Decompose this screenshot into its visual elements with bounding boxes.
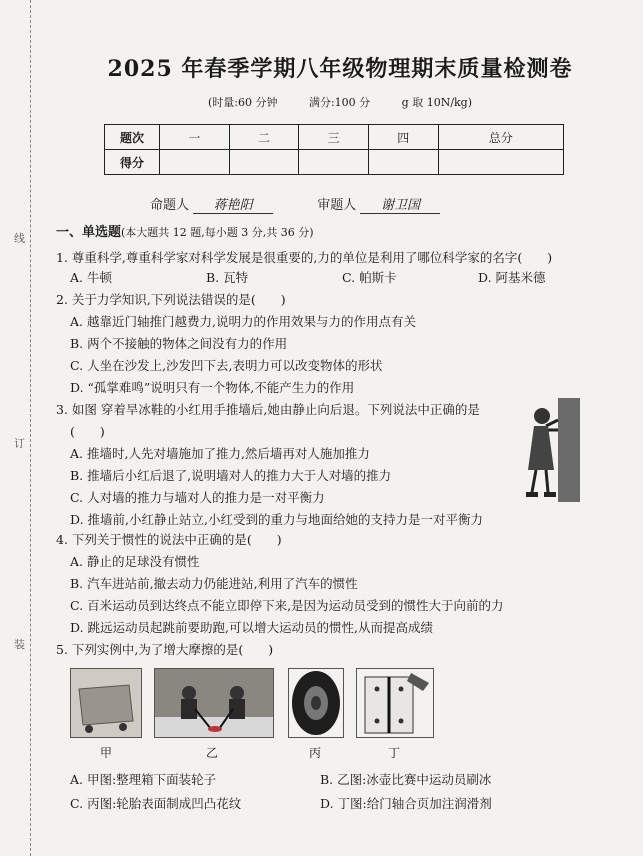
- section-heading: [56, 221, 314, 240]
- score-cell-blank[interactable]: [368, 150, 438, 175]
- score-cell: 二: [229, 125, 299, 150]
- section-note: (本大题共 12 题,每小题 3 分,共 36 分): [121, 226, 314, 239]
- option[interactable]: B. 两个不接触的物体之间没有力的作用: [70, 336, 288, 351]
- question-2-stem: 2. 关于力学知识,下列说法错误的是( ): [56, 292, 286, 307]
- caption-ding: 丁: [387, 746, 400, 760]
- caption-bing: 丙: [308, 746, 321, 760]
- option[interactable]: D. “孤掌难鸣”说明只有一个物体,不能产生力的作用: [70, 380, 355, 395]
- score-cell: 一: [160, 125, 230, 150]
- tire-icon: [289, 669, 343, 737]
- score-cell: 三: [299, 125, 369, 150]
- option[interactable]: B. 瓦特: [206, 270, 249, 285]
- option[interactable]: B. 乙图:冰壶比赛中运动员刷冰: [320, 772, 492, 787]
- caption-yi: 乙: [205, 746, 218, 760]
- image-bing-tire: [288, 668, 344, 738]
- score-table: [104, 124, 564, 175]
- score-cell-blank[interactable]: [299, 150, 369, 175]
- question-1-stem: 1. 尊重科学,尊重科学家对科学发展是很重要的,力的单位是利用了哪位科学家的名字( ): [56, 250, 553, 265]
- reviewer-name: 谢卫国: [360, 194, 440, 214]
- girl-pushing-wall-icon: [520, 398, 580, 502]
- question-4-stem: 4. 下列关于惯性的说法中正确的是( ): [56, 532, 282, 547]
- maker-label: 命题人: [150, 198, 190, 213]
- maker-name: 蒋艳阳: [193, 194, 273, 214]
- reviewer-group: [317, 194, 440, 214]
- option[interactable]: D. 跳远运动员起跳前要助跑,可以增大运动员的惯性,从而提高成绩: [70, 620, 433, 635]
- question-5-options-row1: [70, 770, 570, 788]
- question-3-stem: 3. 如图 穿着旱冰鞋的小红用手推墙后,她由静止向后退。下列说法中正确的是: [56, 402, 480, 417]
- option[interactable]: C. 人坐在沙发上,沙发凹下去,表明力可以改变物体的形状: [70, 358, 383, 373]
- binding-mark-zhuang: 装: [14, 638, 25, 651]
- image-yi-curling: [154, 668, 274, 738]
- score-table-score-row: [105, 150, 564, 175]
- exam-time: (时量:60 分钟: [207, 96, 278, 109]
- option[interactable]: C. 帕斯卡: [342, 270, 397, 285]
- binding-mark-ding: 订: [14, 437, 25, 450]
- option[interactable]: C. 百米运动员到达终点不能立即停下来,是因为运动员受到的惯性大于向前的力: [70, 598, 504, 613]
- option[interactable]: A. 甲图:整理箱下面装轮子: [70, 772, 217, 787]
- score-cell-blank[interactable]: [438, 150, 563, 175]
- question-5-options-row2: [70, 794, 570, 812]
- exam-info: [60, 94, 620, 110]
- reviewer-label: 审题人: [317, 198, 357, 213]
- option[interactable]: D. 推墙前,小红静止站立,小红受到的重力与地面给她的支持力是一对平衡力: [70, 512, 483, 527]
- score-cell: 四: [368, 125, 438, 150]
- option[interactable]: B. 推墙后小红后退了,说明墙对人的推力大于人对墙的推力: [70, 468, 392, 483]
- caption-jia: 甲: [99, 746, 112, 760]
- option[interactable]: D. 阿基米德: [478, 270, 546, 285]
- option[interactable]: D. 丁图:给门轴合页加注润滑剂: [320, 796, 492, 811]
- maker-group: [150, 194, 273, 214]
- binding-mark-xian: 线: [14, 232, 25, 245]
- question-1-options: [70, 268, 614, 286]
- option[interactable]: A. 牛顿: [70, 270, 112, 285]
- girl-pushing-wall-image: [520, 398, 580, 502]
- hinge-icon: [357, 669, 433, 737]
- binding-margin: [0, 0, 40, 856]
- question-3-stem-paren: ( ): [70, 424, 105, 439]
- option[interactable]: A. 越靠近门轴推门越费力,说明力的作用效果与力的作用点有关: [70, 314, 416, 329]
- score-cell-blank[interactable]: [229, 150, 299, 175]
- image-jia-storage-box: [70, 668, 142, 738]
- score-cell: 题次: [105, 125, 160, 150]
- option[interactable]: A. 静止的足球没有惯性: [70, 554, 200, 569]
- option[interactable]: A. 推墙时,人先对墙施加了推力,然后墙再对人施加推力: [70, 446, 370, 461]
- exam-g-value: g 取 10N/kg): [401, 96, 473, 109]
- curling-icon: [155, 669, 273, 737]
- score-table-header-row: [105, 125, 564, 150]
- binding-line: [30, 0, 31, 856]
- score-cell-blank[interactable]: [160, 150, 230, 175]
- section-title: 一、单选题: [56, 225, 122, 240]
- option[interactable]: C. 丙图:轮胎表面制成凹凸花纹: [70, 796, 242, 811]
- exam-full-score: 满分:100 分: [308, 96, 371, 109]
- image-ding-hinge: [356, 668, 434, 738]
- score-cell: 总分: [438, 125, 563, 150]
- authors-line: [150, 194, 480, 214]
- option[interactable]: C. 人对墙的推力与墙对人的推力是一对平衡力: [70, 490, 325, 505]
- exam-title: 2025 年春季学期八年级物理期末质量检测卷: [107, 56, 573, 82]
- question-5-stem: 5. 下列实例中,为了增大摩擦的是( ): [56, 642, 274, 657]
- option[interactable]: B. 汽车进站前,撤去动力仍能进站,利用了汽车的惯性: [70, 576, 358, 591]
- storage-box-icon: [71, 669, 141, 737]
- score-cell: 得分: [105, 150, 160, 175]
